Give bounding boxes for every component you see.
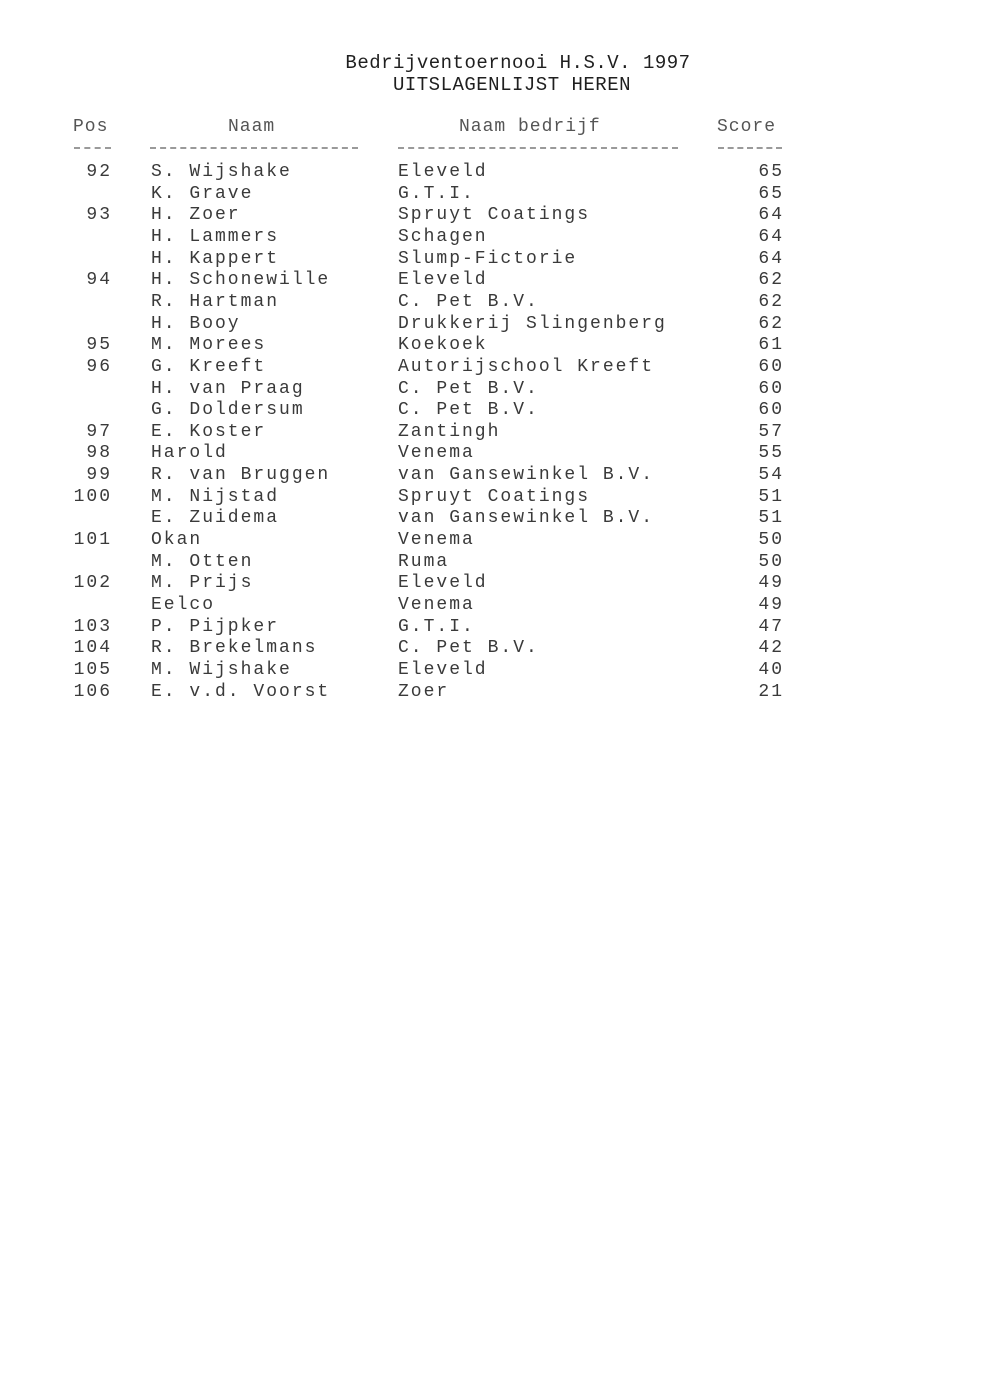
cell-naam: E. v.d. Voorst [151,681,331,702]
header-score: Score [717,117,777,137]
cell-naam: M. Otten [151,551,254,572]
cell-naam: M. Wijshake [151,659,292,680]
cell-naam: H. Zoer [151,205,241,226]
table-row [0,637,1000,659]
cell-naam: S. Wijshake [151,162,292,182]
cell-pos: 104 [73,638,112,659]
cell-score: 54 [758,465,784,486]
table-row [0,269,1000,291]
cell-naam: G. Doldersum [151,400,305,421]
cell-naam: E. Koster [151,421,267,442]
cell-score: 64 [758,248,784,269]
cell-pos: 92 [86,162,112,182]
cell-score: 49 [758,573,784,594]
table-row [0,161,1000,183]
cell-naam: M. Morees [151,335,267,356]
table-row [0,248,1000,270]
cell-pos: 96 [86,356,112,377]
cell-pos: 106 [73,681,112,702]
document-subtitle: UITSLAGENLIJST HEREN [392,74,632,96]
cell-bedrijf: Eleveld [398,270,488,291]
cell-bedrijf: C. Pet B.V. [398,291,539,312]
cell-bedrijf: Ruma [398,551,450,572]
table-row [0,594,1000,616]
cell-bedrijf: C. Pet B.V. [398,638,539,659]
cell-score: 57 [758,421,784,442]
cell-bedrijf: Slump-Fictorie [398,248,578,269]
header-rule-bedrijf [398,147,678,149]
document-title: Bedrijventoernooi H.S.V. 1997 [345,52,691,74]
header-naam: Naam [228,117,276,137]
cell-bedrijf: Zantingh [398,421,501,442]
cell-bedrijf: Autorijschool Kreeft [398,356,655,377]
cell-score: 64 [758,226,784,247]
table-row [0,334,1000,356]
cell-score: 61 [758,335,784,356]
cell-pos: 102 [73,573,112,594]
cell-naam: R. Hartman [151,291,280,312]
cell-naam: H. van Praag [151,378,305,399]
header-rule-pos [74,147,111,149]
cell-score: 51 [758,508,784,529]
cell-bedrijf: Venema [398,595,475,615]
table-row [0,313,1000,335]
cell-score: 65 [758,183,784,204]
cell-pos: 100 [73,486,112,507]
cell-naam: M. Nijstad [151,486,280,507]
table-row [0,681,1000,703]
cell-score: 21 [758,681,784,702]
cell-naam: Eelco [151,595,216,615]
table-row [0,204,1000,226]
cell-naam: Okan [151,530,203,551]
cell-bedrijf: van Gansewinkel B.V. [398,508,655,529]
table-row [0,486,1000,508]
header-pos: Pos [73,117,109,137]
cell-bedrijf: Venema [398,443,475,464]
table-row [0,464,1000,486]
cell-pos: 103 [73,616,112,637]
table-row [0,183,1000,205]
cell-score: 62 [758,270,784,291]
cell-naam: R. van Bruggen [151,465,331,486]
table-row [0,529,1000,551]
cell-bedrijf: Venema [398,530,475,551]
cell-score: 47 [758,616,784,637]
table-row [0,356,1000,378]
cell-bedrijf: Schagen [398,226,488,247]
cell-score: 62 [758,291,784,312]
cell-score: 49 [758,595,784,615]
cell-score: 65 [758,162,784,182]
cell-bedrijf: Koekoek [398,335,488,356]
cell-naam: H. Booy [151,313,241,334]
table-row [0,551,1000,573]
cell-pos: 101 [73,530,112,551]
cell-bedrijf: Eleveld [398,659,488,680]
cell-score: 50 [758,551,784,572]
cell-naam: K. Grave [151,183,254,204]
cell-score: 51 [758,486,784,507]
cell-bedrijf: Zoer [398,681,450,702]
table-row [0,442,1000,464]
table-row [0,616,1000,638]
cell-score: 40 [758,659,784,680]
table-row [0,572,1000,594]
cell-bedrijf: G.T.I. [398,183,475,204]
cell-naam: G. Kreeft [151,356,267,377]
cell-bedrijf: Spruyt Coatings [398,486,591,507]
cell-score: 60 [758,356,784,377]
cell-bedrijf: Spruyt Coatings [398,205,591,226]
cell-score: 62 [758,313,784,334]
cell-pos: 95 [86,335,112,356]
cell-naam: E. Zuidema [151,508,280,529]
cell-naam: H. Lammers [151,226,280,247]
cell-naam: R. Brekelmans [151,638,318,659]
header-rule-naam [150,147,358,149]
cell-score: 55 [758,443,784,464]
header-rule-score [718,147,782,149]
table-row [0,399,1000,421]
cell-bedrijf: Drukkerij Slingenberg [398,313,667,334]
table-row [0,378,1000,400]
cell-pos: 105 [73,659,112,680]
cell-bedrijf: G.T.I. [398,616,475,637]
cell-naam: Harold [151,443,228,464]
cell-score: 64 [758,205,784,226]
cell-pos: 93 [86,205,112,226]
cell-naam: P. Pijpker [151,616,280,637]
table-row [0,226,1000,248]
cell-score: 60 [758,400,784,421]
cell-score: 60 [758,378,784,399]
cell-score: 50 [758,530,784,551]
table-row [0,421,1000,443]
title-block [0,52,1000,96]
cell-bedrijf: C. Pet B.V. [398,400,539,421]
table-row [0,659,1000,681]
cell-score: 42 [758,638,784,659]
cell-pos: 97 [86,421,112,442]
cell-pos: 94 [86,270,112,291]
table-row [0,507,1000,529]
cell-pos: 98 [86,443,112,464]
cell-pos: 99 [86,465,112,486]
cell-bedrijf: Eleveld [398,162,488,182]
table-row [0,291,1000,313]
cell-naam: M. Prijs [151,573,254,594]
cell-bedrijf: C. Pet B.V. [398,378,539,399]
cell-bedrijf: van Gansewinkel B.V. [398,465,655,486]
cell-naam: H. Kappert [151,248,280,269]
cell-naam: H. Schonewille [151,270,331,291]
header-bedrijf: Naam bedrijf [459,117,601,137]
cell-bedrijf: Eleveld [398,573,488,594]
